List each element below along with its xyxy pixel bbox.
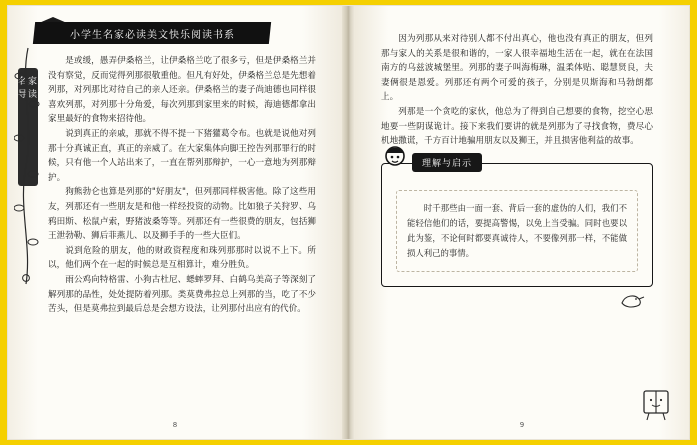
paragraph: 雨公鸡向特格雷、小狗古杜尼、蟋蟀罗拜、白鹤乌美高子等深刻了解列那的品性，处处提防着列那。类莫费弗拉总上列那的当，吃了不少苦头，但是莫弗拉到最后总是会想方设法，让列那付出应有的代价。 (48, 274, 316, 315)
book-gutter (342, 6, 355, 439)
header-banner (33, 22, 271, 44)
book-pages (8, 6, 689, 439)
right-page-body (381, 32, 653, 149)
side-tab-label: 名家导读 (18, 77, 39, 100)
callout-text: 时千那些由一面一套、背后一套的虚伪的人们，我们不能轻信他们的话，要提高警惕，以免上当受骗。同时也要以此为鉴，不论何时都要真诚待人，不要像列那一样，不能做损人利己的事情。 (396, 190, 638, 272)
paragraph: 因为列那从来对待别人都不付出真心，他也没有真正的朋友，但列那与家人的关系是很和谐的，一家人很幸福地生活在一起，就在在法国南方的乌兹波城堡里。列那的妻子叫海梅琳，温柔体贴、聪慧贤良，夫妻俩很是恩爱。列那还有两个可爱的孩子，分别是贝斯海和马勃朗都上。 (381, 34, 653, 103)
left-page-body (48, 54, 316, 317)
bird-icon (619, 289, 645, 311)
right-page (355, 6, 689, 439)
paragraph: 说到真正的亲戚，那就不得不提一下猪獾葛令布。也就是说他对列那十分真诚正直，真正的亲威了。在大家集体向脚王控告列那罪行的时候，只有他一个人站出来了，一直在帮列那辩护，一心一意地为列那辩护。 (48, 128, 316, 183)
insight-callout (381, 158, 653, 287)
paragraph: 列那是一个贪吃的家伙，他总为了得到自己想要的食物，挖空心思地要一些阴谋诡计。接下来我们要讲的就是列那为了寻找食物，费尽心机地撒谎，千方百计地骗用朋友以及狮王，并且损害他利益的故事。 (381, 106, 653, 147)
paragraph: 狗熊勃仑也算是列那的"好朋友"，但列那同样极害他。除了这些用友，列那还有一些朋友是和他一样经投资的动物。比如狼子关狩罗、乌鸦田斯、松鼠卢索，野猪波桑等等。列那还有一些很费的朋友，包括狮王泄勃勒、狮后菲燕儿、以及狮手手的一些大臣们。 (48, 187, 316, 242)
callout-tab-label: 理解与启示 (412, 153, 482, 172)
leaf-vine-icon (14, 46, 40, 286)
left-page-number: 8 (172, 421, 178, 429)
book-character-icon (639, 383, 673, 423)
paragraph: 是或缓，愚弄伊桑格兰，让伊桑格兰吃了很多亏，但是伊桑格兰并没有察觉，反而觉得列那很敬重他。但凡有好处，伊桑格兰总是先想着列那，对列那比对待自己的亲人还亲。伊桑格兰的妻子尚迪德也同样很喜欢列那，对列那十分角爱，每次列那到家里来的时候，海迪德都拿出家里最好的食物来招待他。 (48, 56, 316, 125)
left-page (8, 6, 342, 439)
student-head-icon (380, 142, 410, 172)
header-banner-text: 小学生名家必读美文快乐阅读书系 (69, 29, 235, 41)
paragraph: 说到危险的朋友，他的财政资程度和珠列那那时以说不上下。所以，他们两个在一起的时候总是互相算计，难分胜负。 (48, 245, 316, 271)
right-page-number: 9 (519, 421, 525, 429)
